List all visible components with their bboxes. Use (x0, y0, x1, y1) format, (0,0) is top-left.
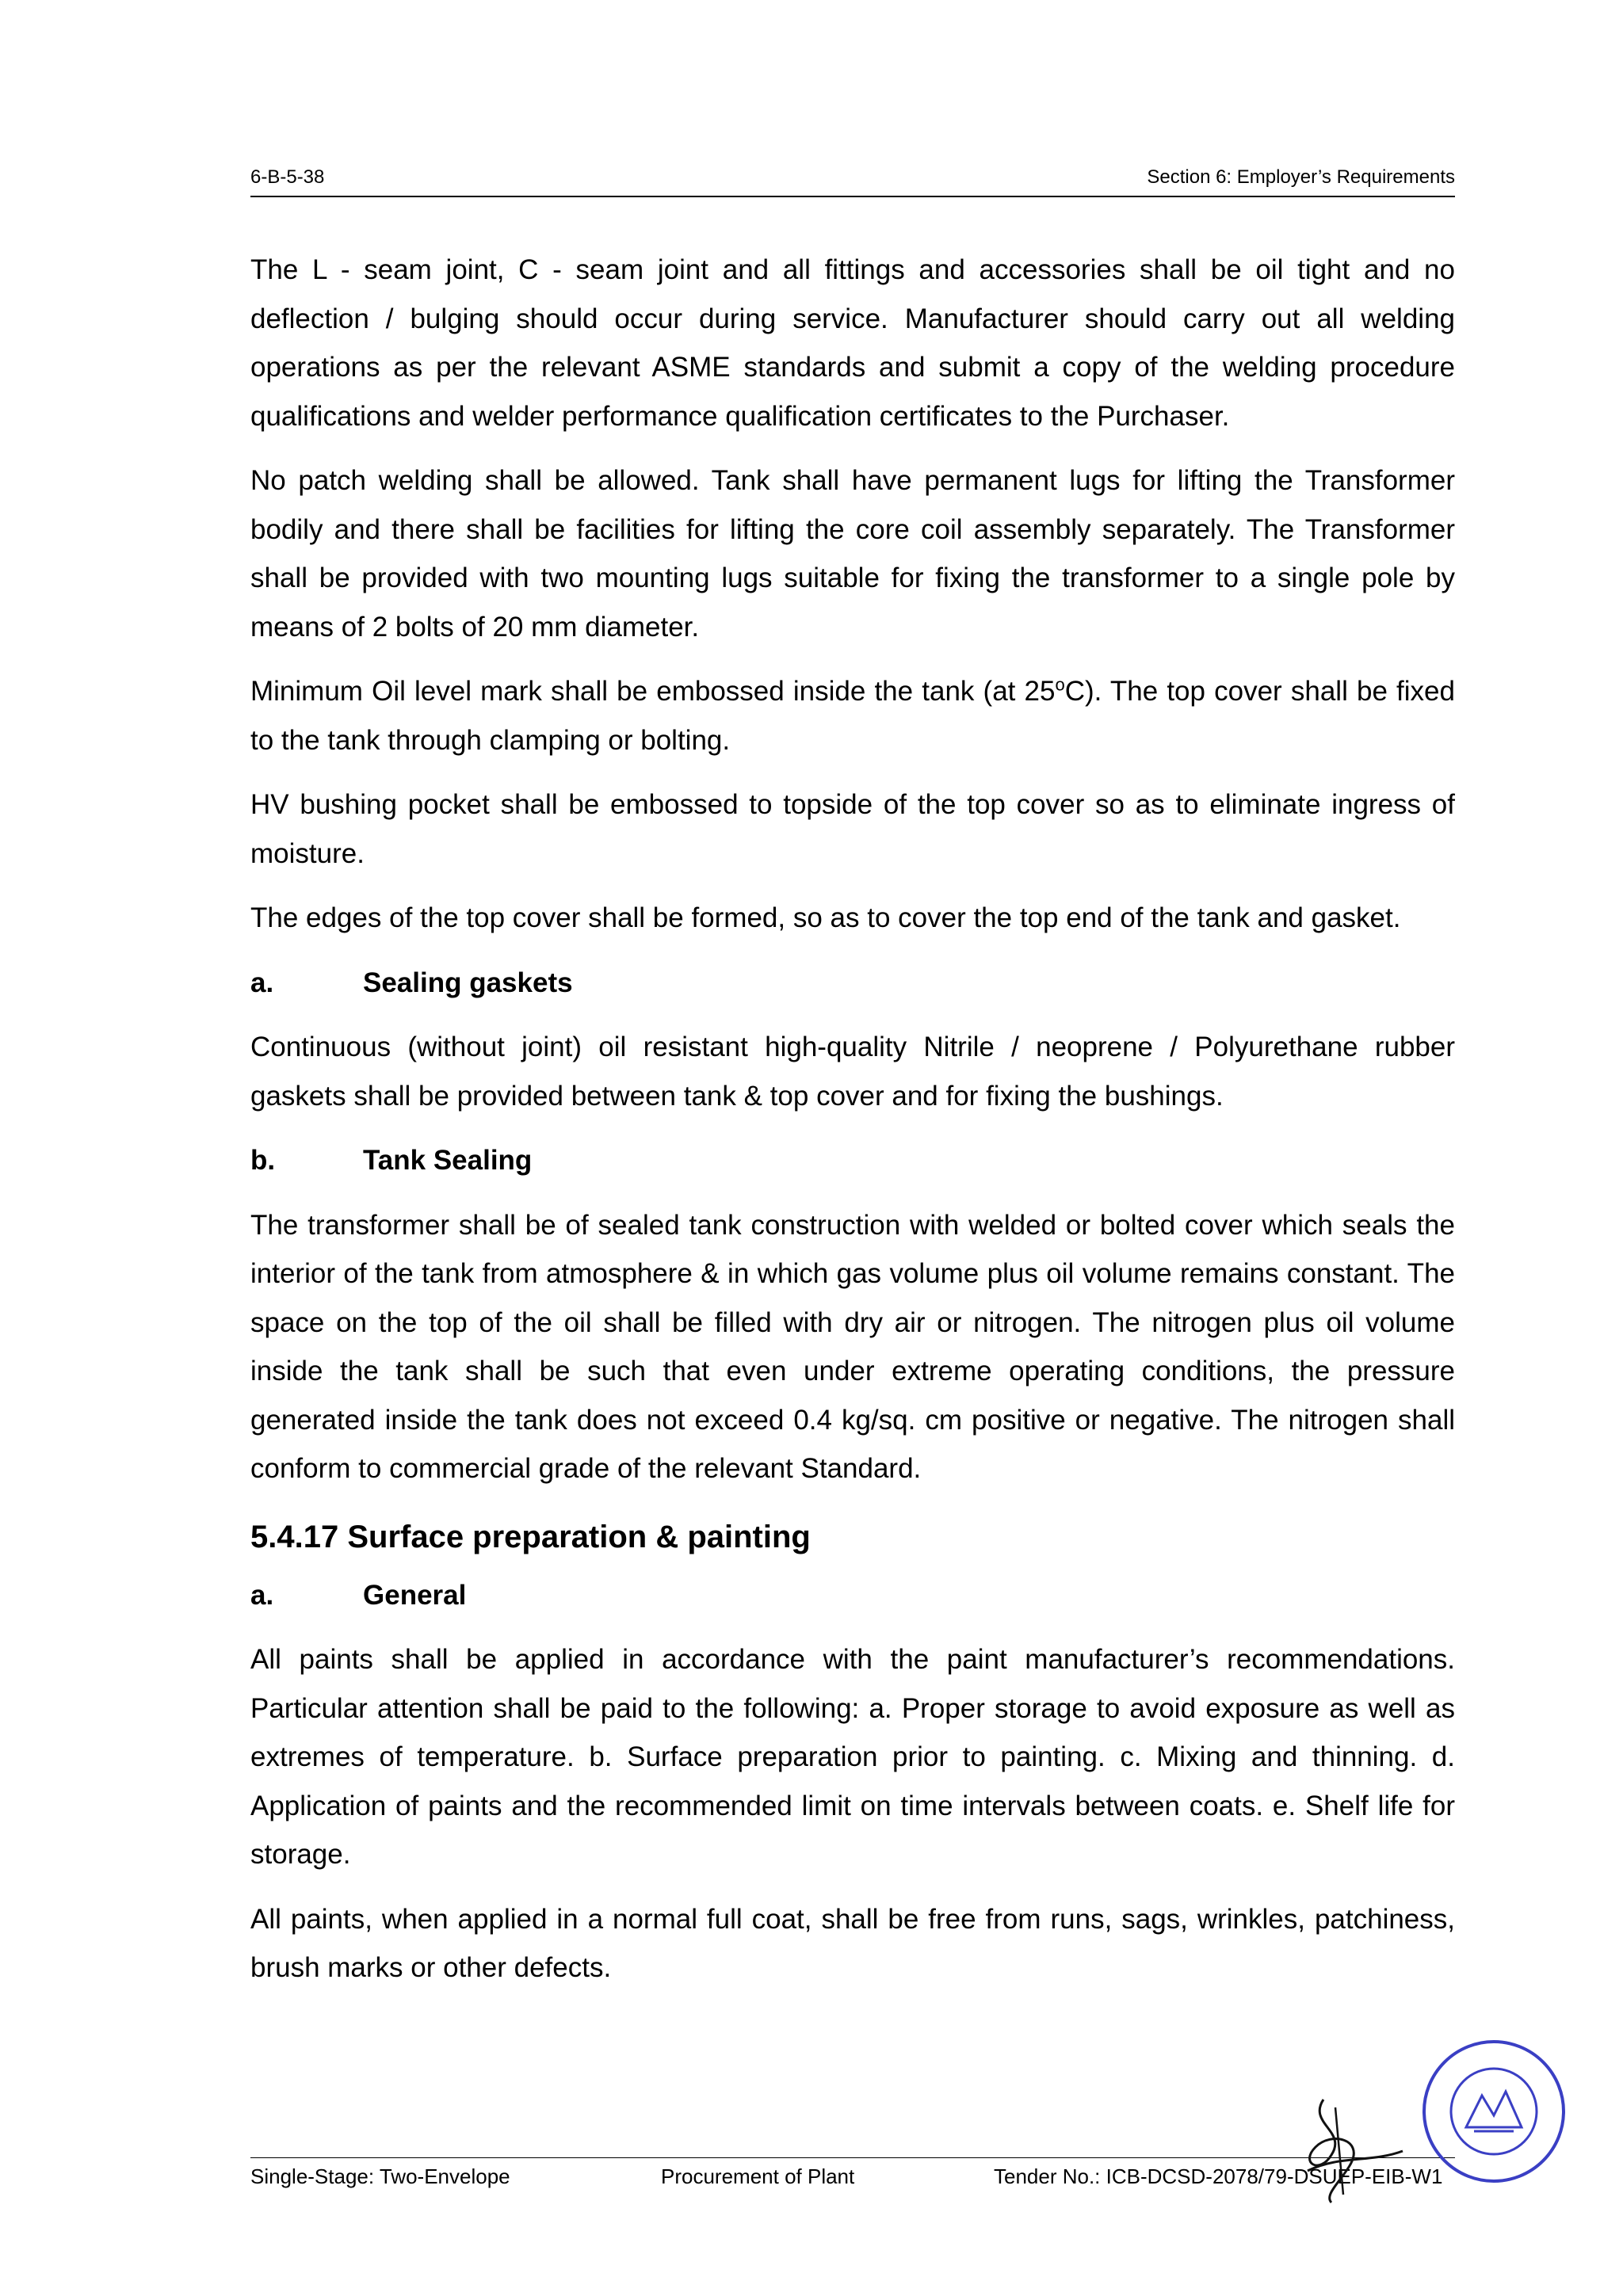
footer-tender-number: Tender No.: ICB-DCSD-2078/79-DSUEP-EIB-W1 (994, 2164, 1443, 2188)
paragraph-tank-sealing: The transformer shall be of sealed tank construction with welded or bolted cover which seals the interior of the tank from atmosphere & in which gas volume plus oil volume remains constant. The space on the top of the oil shall be filled with dry air or nitrogen. The nitrogen plus oil volume inside the tank shall be such that even under extreme operating conditions, the pressure generated inside the tank does not exceed 0.4 kg/sq. cm positive or negative. The nitrogen shall conform to commercial grade of the relevant Standard. (250, 1209, 1455, 1484)
header-divider (250, 196, 1455, 197)
paragraph-patch-welding: No patch welding shall be allowed. Tank shall have permanent lugs for lifting the Transformer bodily and there shall be facilities for lifting the core coil assembly separately. The Transformer shall be provided with two mounting lugs suitable for fixing the transformer to a single pole by means of 2 bolts of 20 mm diameter. (250, 465, 1455, 643)
page-code: 6-B-5-38 (250, 166, 325, 188)
subheading-tank-sealing (250, 1136, 1455, 1185)
oil-level-text-end: C). The top cover shall be fixed to the tank through clamping or bolting. (250, 676, 1455, 756)
paragraph-top-cover-edges: The edges of the top cover shall be formed, so as to cover the top end of the tank and gasket. (250, 902, 1401, 933)
footer-divider (250, 2157, 1455, 2158)
paragraph-sealing-gaskets: Continuous (without joint) oil resistant high-quality Nitrile / neoprene / Polyurethane rubber gaskets shall be provided between tank & top cover and for fixing the bushings. (250, 1032, 1455, 1112)
authority-seal (1419, 2036, 1569, 2187)
paragraph-paint-application: All paints shall be applied in accordance with the paint manufacturer’s recommendations. Particular attention shall be paid to the following: a. Proper storage to avoid exposure as well as extremes of temperature. b. Surface preparation prior to painting. c. Mixing and thinning. d. Application of paints and the recommended limit on time intervals between coats. e. Shelf life for storage. (250, 1644, 1455, 1870)
subheading-general (250, 1571, 1455, 1620)
paragraph-paint-defects: All paints, when applied in a normal full coat, shall be free from runs, sags, wrinkles, patchiness, brush marks or other defects. (250, 1903, 1455, 1983)
subheading-letter: a. (250, 967, 274, 998)
subheading-title: General (363, 1579, 467, 1611)
section-heading-5417: 5.4.17 Surface preparation & painting (250, 1519, 811, 1554)
subheading-sealing-gaskets (250, 959, 1455, 1008)
subheading-title: Sealing gaskets (363, 967, 573, 998)
section-label: Section 6: Employer’s Requirements (1147, 166, 1455, 188)
paragraph-oil-level (250, 667, 1455, 765)
page-header (250, 163, 1455, 195)
oil-level-text-start: Minimum Oil level mark shall be embossed inside the tank (at 25 (250, 676, 1056, 707)
paragraph-hv-bushing: HV bushing pocket shall be embossed to topside of the top cover so as to eliminate ingress of moisture. (250, 789, 1455, 869)
subheading-letter: a. (250, 1579, 274, 1611)
subheading-letter: b. (250, 1145, 276, 1176)
main-content (250, 246, 1455, 2008)
footer-procurement: Procurement of Plant (661, 2164, 855, 2188)
subheading-title: Tank Sealing (363, 1145, 533, 1176)
page-footer (250, 2164, 1455, 2196)
footer-stage: Single-Stage: Two-Envelope (250, 2164, 510, 2188)
degree-superscript: o (1055, 674, 1065, 695)
paragraph-seam-joints: The L - seam joint, C - seam joint and all fittings and accessories shall be oil tight and no deflection / bulging should occur during service. Manufacturer should carry out all welding operations as per the relevant ASME standards and submit a copy of the welding procedure qualifications and welder performance qualification certificates to the Purchaser. (250, 254, 1455, 432)
handwritten-signature (1276, 2076, 1411, 2210)
